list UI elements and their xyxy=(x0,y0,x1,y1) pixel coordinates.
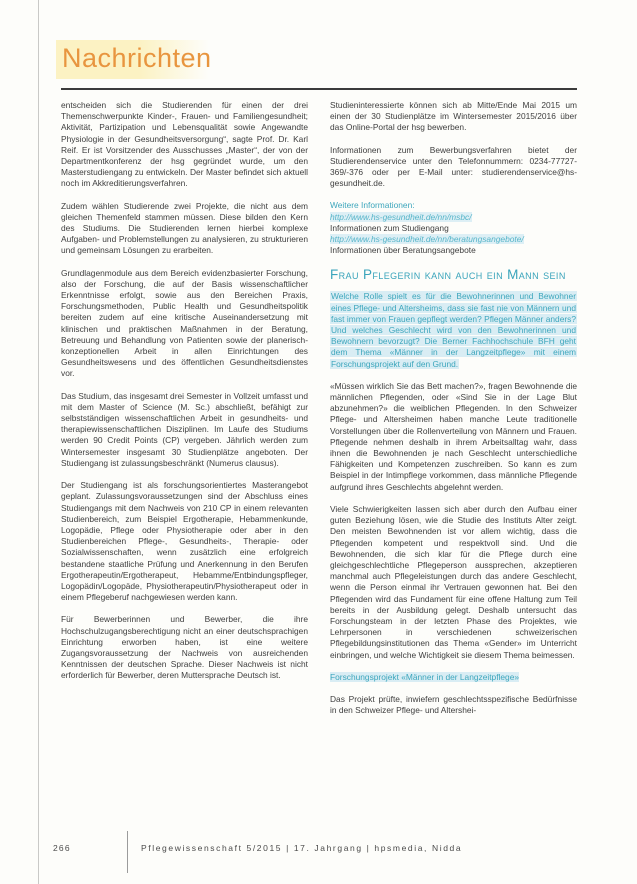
subheading-highlight-text: Forschungsprojekt «Männer in der Langzeitpflege» xyxy=(330,671,520,682)
section-lead xyxy=(330,291,577,369)
section-heading: Frau Pflegerin kann auch ein Mann sein xyxy=(330,267,566,283)
page-margin-rule xyxy=(38,0,39,884)
paragraph: Das Projekt prüfte, inwiefern geschlechtsspezifische Bedürfnisse in den Schweizer Pflege- und Altershei- xyxy=(330,693,577,716)
right-column xyxy=(330,100,577,727)
paragraph: Der Studiengang ist als forschungsorientiertes Masterangebot geplant. Zulassungsvoraussetzungen sind der Abschluss eines Studiengangs mit dem Nachweis von 210 CP in einem relevanten Studienbereich, zum Beispiel Ergotherapie, Hebammenkunde, Logopädie, Pflege oder Physiotherapie oder aber in den Studienbereichen Pflege-, Gesundheits-, Therapie- oder Sozialwissenschaften, wenn zusätzlich eine erfolgreich bestandene staatliche Prüfung und Anerkennung in den Berufen Ergotherapeutin/Ergotherapeut, Hebamme/Entbindungspfleger, Logopädin/Logopäde, Physiotherapeutin/Physiotherapeut oder in einem Pflegeberuf nachgewiesen werden kann. xyxy=(61,480,308,603)
paragraph: Zudem wählen Studierende zwei Projekte, die nicht aus dem gleichen Themenfeld stammen müssen. Diese bilden den Kern des Studiums. Die Studierenden lernen hierbei komplexe Aufgaben- und Problemstellungen zu analysieren, zu strukturieren und gemeinsam Lösungen zu erarbeiten. xyxy=(61,200,308,256)
more-info-block xyxy=(330,200,577,256)
paragraph: Studieninteressierte können sich ab Mitte/Ende Mai 2015 um einen der 30 Studienplätze im Wintersemester 2015/2016 über das Online-Portal der hsg bewerben. xyxy=(330,100,577,133)
beratungsangebote-link-label: Informationen über Beratungsangebote xyxy=(330,245,476,256)
article-columns xyxy=(61,100,577,727)
paragraph: entscheiden sich die Studierenden für einen der drei Themenschwerpunkte Kinder-, Frauen- und Familiengesundheit; Aktivität, Partizipation und Lebensqualität sowie Angewandte Physiologie in der Gesundheitsversorgung“, sagte Prof. Dr. Karl Reif. Er ist Vorsitzender des Ausschusses „Master“, der von der Departmentkonferenz der hsg gegründet wurde, um den Masterstudiengang zu entwickeln. Der Master befindet sich aktuell noch im Akkreditierungsverfahren. xyxy=(61,100,308,189)
beratungsangebote-link[interactable]: http://www.hs-gesundheit.de/nn/beratungsangebote/ xyxy=(330,234,524,245)
studiengang-link[interactable]: http://www.hs-gesundheit.de/nn/msbc/ xyxy=(330,211,472,222)
paragraph: Für Bewerberinnen und Bewerber, die ihre Hochschulzugangsberechtigung nicht an einer deutschsprachigen Einrichtung erworben haben, ist eine weitere Zugangsvoraussetzung der Nachweis von ausreichenden Kenntnissen der deutschen Sprache. Dieser Nachweis ist nicht erforderlich für Bewerber, deren Muttersprache Deutsch ist. xyxy=(61,614,308,681)
paragraph: Grundlagenmodule aus dem Bereich evidenzbasierter Forschung, also der Forschung, die auf der Basis wissenschaftlicher Erkenntnisse erfolgt, sowie aus den Bereichen Praxis, Forschungsmethoden, Public Health und Gesundheitspolitik bereiten zudem auf eine kritische Auseinandersetzung mit klinischen und praktischen Maßnahmen in der Beratung, Betreuung und Behandlung von Patienten sowie der planerisch-konzeptionellen Arbeit in allen Einrichtungen des Gesundheitswesens und des öffentlichen Gesundheitsdienstes vor. xyxy=(61,267,308,379)
lead-highlight-text: Welche Rolle spielt es für die Bewohnerinnen und Bewohner eines Pflege- und Altersheims, dass sie fast nie von Männern und fast immer von Frauen gepflegt werden? Pflegen Männer anders? Und welches Geschlecht wird von den Bewohnerinnen und Bewohnern bevorzugt? Die Berner Fachhochschule BFH geht dem Thema «Männer in der Langzeitpflege» mit einem Forschungsprojekt auf den Grund. xyxy=(331,291,576,369)
title-divider xyxy=(61,88,577,90)
footer-divider xyxy=(127,831,128,873)
studiengang-link-label: Informationen zum Studiengang xyxy=(330,222,449,233)
page-number: 266 xyxy=(53,843,71,853)
left-column xyxy=(61,100,308,727)
paragraph: «Müssen wirklich Sie das Bett machen?», fragen Bewohnende die männlichen Pflegenden, oder «Sind Sie in der Lage Blut abzunehmen?» die weiblichen Pflegenden. In den Schweizer Pflege- und Altersheimen haben manche Leute traditionelle Vorstellungen über die Rollenverteilung von Männern und Frauen. Pflegende nehmen deshalb in ihrem Arbeitsalltag wahr, dass ihnen die Bewohnenden je nach Geschlecht unterschiedliche Fähigkeiten und Kompetenzen zuschreiben. So kann es zum Beispiel in der Intimpflege vorkommen, dass männliche Pflegende aufgrund ihres Geschlechts abgelehnt werden. xyxy=(330,380,577,492)
paragraph: Viele Schwierigkeiten lassen sich aber durch den Aufbau einer guten Beziehung lösen, wie die Studie des Instituts Alter zeigt. Den meisten Bewohnenden ist vor allem wichtig, dass die Pflegenden kompetent und respektvoll sind. Und die Bewohnenden, die sich klar für die Pflege durch eine gleichgeschlechtliche Pflegeperson aussprechen, akzeptieren manchmal auch Pflegeleistungen durch das andere Geschlecht, wenn die Person einmal ihr Vertrauen gewonnen hat. Bei den Pflegenden wird das Fundament für eine offene Haltung zum Teil bereits in der Ausbildung gelegt. Deshalb untersucht das Forschungsteam in der letzten Phase des Projektes, wie Lehrpersonen in verschiedenen schweizerischen Pflegebildungsinstitutionen das Thema «Gender» im Unterricht einbringen, und welche Wichtigkeit sie diesem Thema beimessen. xyxy=(330,503,577,660)
footer-journal-info: Pflegewissenschaft 5/2015 | 17. Jahrgang | hpsmedia, Nidda xyxy=(141,843,463,853)
more-info-heading: Weitere Informationen: xyxy=(330,200,415,211)
paragraph: Informationen zum Bewerbungsverfahren bietet der Studierendenservice unter den Telefonnummern: 0234-77727-369/-376 oder per E-Mail unter: studierendenservice@hs-gesundheit.de. xyxy=(330,144,577,189)
section-subheading xyxy=(330,672,577,683)
page-title: Nachrichten xyxy=(56,40,222,79)
paragraph: Das Studium, das insgesamt drei Semester in Vollzeit umfasst und mit dem Master of Science (M. Sc.) abschließt, befähigt zur selbstständigen wissenschaftlichen Arbeit in gesundheits- und therapiewissenschaftlichen Disziplinen. Im Laufe des Studiums werden 90 Credit Points (CP) vergeben. Jährlich werden zum Wintersemester insgesamt 30 Studienplätze angeboten. Der Studiengang ist zulassungsbeschränkt (Numerus clausus). xyxy=(61,390,308,468)
